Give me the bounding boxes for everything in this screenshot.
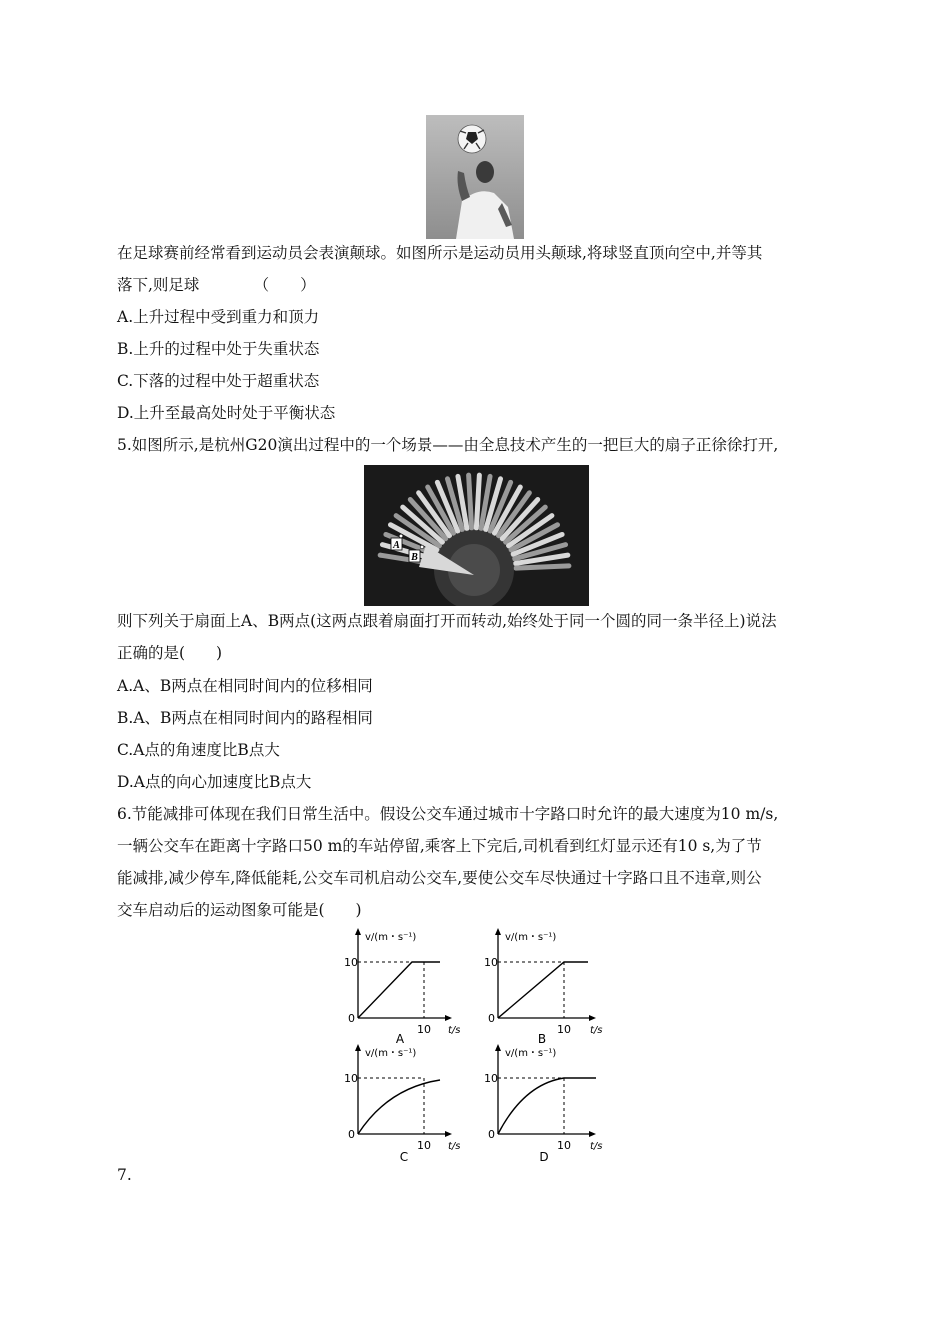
soccer-header-photo [426, 115, 524, 239]
graph-c [340, 1042, 460, 1164]
graph-b-origin: 0 [488, 1012, 495, 1025]
q4-stem-line-2: 落下,则足球 （ ） [117, 276, 316, 294]
graph-c-ylabel: v/(m・s⁻¹) [365, 1048, 417, 1059]
q5-option-c: C.A点的角速度比B点大 [117, 741, 280, 759]
graph-d-ytick: 10 [484, 1072, 498, 1085]
q6-stem-line-1: 6.节能减排可体现在我们日常生活中。假设公交车通过城市十字路口时允许的最大速度为10 m/s, [117, 805, 779, 823]
graph-b [480, 926, 605, 1044]
graph-b-xlabel: t/s [590, 1025, 603, 1036]
graph-a-origin: 0 [348, 1012, 355, 1025]
graph-a-ylabel: v/(m・s⁻¹) [365, 932, 417, 943]
q4-option-c: C.下落的过程中处于超重状态 [117, 372, 320, 390]
q4-option-d: D.上升至最高处时处于平衡状态 [117, 404, 336, 422]
graph-a-xtick: 10 [417, 1023, 431, 1036]
q7-number: 7. [117, 1166, 132, 1184]
graph-d-xtick: 10 [557, 1139, 571, 1152]
graph-b-xtick: 10 [557, 1023, 571, 1036]
hologram-fan-photo [364, 465, 589, 606]
q6-stem-line-3: 能减排,减少停车,降低能耗,公交车司机启动公交车,要使公交车尽快通过十字路口且不违章,则公 [117, 869, 762, 887]
graph-a-ytick: 10 [344, 956, 358, 969]
q4-option-b: B.上升的过程中处于失重状态 [117, 340, 320, 358]
graph-c-xtick: 10 [417, 1139, 431, 1152]
q5-option-b: B.A、B两点在相同时间内的路程相同 [117, 709, 373, 727]
q5-stem-line-2: 则下列关于扇面上A、B两点(这两点跟着扇面打开而转动,始终处于同一个圆的同一条半径上)说法 [117, 612, 777, 630]
graph-d [480, 1042, 605, 1164]
graph-c-origin: 0 [348, 1128, 355, 1141]
q4-option-a: A.上升过程中受到重力和顶力 [117, 308, 320, 326]
graph-a-label: A [395, 1032, 405, 1044]
q6-stem-line-4: 交车启动后的运动图象可能是( ) [117, 901, 362, 919]
graph-c-label: C [399, 1150, 409, 1164]
graph-c-ytick: 10 [344, 1072, 358, 1085]
graph-d-ylabel: v/(m・s⁻¹) [505, 1048, 557, 1059]
graph-d-origin: 0 [488, 1128, 495, 1141]
q5-stem-line-3: 正确的是( ) [117, 644, 223, 662]
graph-a [340, 926, 460, 1044]
graph-a-xlabel: t/s [448, 1025, 460, 1036]
q5-option-d: D.A点的向心加速度比B点大 [117, 773, 312, 791]
graph-d-label: D [539, 1150, 549, 1164]
graph-b-label: B [537, 1032, 547, 1044]
q6-stem-line-2: 一辆公交车在距离十字路口50 m的车站停留,乘客上下完后,司机看到红灯显示还有10 s,为了节 [117, 837, 762, 855]
graph-c-xlabel: t/s [448, 1141, 460, 1152]
q5-stem-line-1: 5.如图所示,是杭州G20演出过程中的一个场景——由全息技术产生的一把巨大的扇子正徐徐打开, [117, 436, 779, 454]
q4-stem-line-1: 在足球赛前经常看到运动员会表演颠球。如图所示是运动员用头颠球,将球竖直顶向空中,并等其 [117, 244, 763, 262]
fan-point-a-label: A [393, 540, 400, 551]
graph-b-ylabel: v/(m・s⁻¹) [505, 932, 557, 943]
q5-option-a: A.A、B两点在相同时间内的位移相同 [117, 677, 373, 695]
graph-d-xlabel: t/s [590, 1141, 603, 1152]
graph-b-ytick: 10 [484, 956, 498, 969]
fan-point-b-label: B [411, 552, 418, 563]
